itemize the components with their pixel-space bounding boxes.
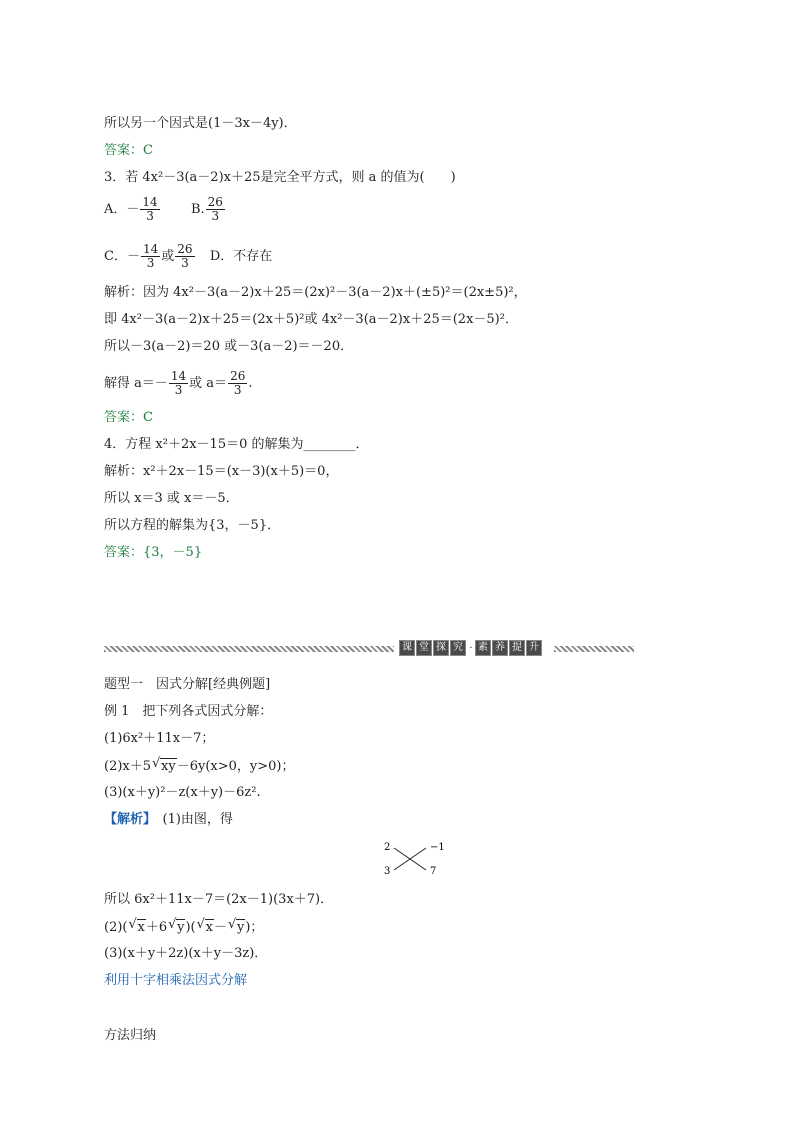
banner-char: 究	[450, 640, 466, 656]
example-part: (1)6x²＋11x－7；	[104, 731, 215, 746]
answer-line: 答案：C	[104, 143, 153, 158]
text: ＋6	[145, 920, 168, 935]
banner-char: 素	[475, 640, 491, 656]
sqrt-expression: √ xy	[160, 758, 177, 775]
sqrt-expression: √ y	[176, 919, 185, 936]
banner-char: 课	[399, 640, 415, 656]
banner-char: 升	[526, 640, 542, 656]
denominator: 3	[181, 256, 189, 270]
fraction	[175, 243, 194, 270]
option-a-label: A．－	[104, 202, 140, 217]
fraction	[141, 243, 160, 270]
text: －6y(x>0，y>0)；	[176, 759, 295, 774]
cross-bottom-left: 3	[384, 866, 391, 877]
sqrt-expression: √ x	[205, 919, 214, 936]
result-line: (3)(x＋y＋2z)(x＋y－3z)．	[104, 946, 268, 961]
text: (2)(	[104, 920, 128, 935]
numerator: 26	[230, 369, 246, 383]
solution-line	[104, 370, 252, 397]
method-summary-heading: 方法归纳	[104, 1028, 157, 1043]
solution-intro	[104, 812, 233, 828]
section-heading: 题型一 因式分解[经典例题]	[104, 677, 271, 692]
cross-multiplication-diagram	[380, 838, 450, 880]
banner-label	[399, 640, 543, 656]
cross-bottom-right: 7	[430, 866, 437, 877]
denominator: 3	[174, 383, 183, 397]
or-text: 或	[161, 249, 175, 264]
banner-char: 堂	[416, 640, 432, 656]
option-d-label: D．不存在	[209, 249, 273, 264]
banner-char: 探	[433, 640, 449, 656]
fraction	[169, 370, 188, 397]
section-banner	[104, 640, 634, 658]
denominator: 3	[233, 383, 242, 397]
example-title: 例 1 把下列各式因式分解：	[104, 704, 273, 719]
cross-top-right: −1	[430, 842, 445, 853]
text: .	[248, 376, 253, 391]
example-part	[104, 758, 294, 775]
example-part: (3)(x＋y)²－z(x＋y)－6z².	[104, 785, 261, 800]
cross-top-left: 2	[384, 842, 391, 853]
numerator: 26	[207, 195, 223, 209]
numerator: 14	[170, 369, 187, 383]
question-4: 4．方程 x²＋2x－15＝0 的解集为________．	[104, 437, 369, 452]
question-3-options-ab	[104, 196, 226, 223]
option-b-label: B.	[190, 202, 205, 217]
answer-line: 答案：C	[104, 410, 153, 425]
text: )；	[245, 920, 264, 935]
solution-line: 所以 x＝3 或 x＝－5．	[104, 491, 239, 506]
text: )(	[185, 920, 196, 935]
numerator: 26	[177, 242, 193, 256]
fraction	[228, 370, 247, 397]
solution-line: 所以－3(a－2)＝20 或－3(a－2)＝－20．	[104, 339, 354, 354]
solution-line: 即 4x²－3(a－2)x＋25＝(2x＋5)²或 4x²－3(a－2)x＋25＝(2x－5)²．	[104, 312, 518, 327]
option-c-label: C．－	[104, 249, 140, 264]
denominator: 3	[146, 256, 155, 270]
denominator: 3	[146, 209, 154, 223]
solution-label: 【解析】	[104, 812, 150, 827]
solution-line: 所以方程的解集为{3，－5}．	[104, 518, 281, 533]
text: －	[213, 920, 227, 935]
method-note: 利用十字相乘法因式分解	[104, 973, 248, 988]
banner-dot: ·	[469, 642, 473, 654]
solution-line: 解析：因为 4x²－3(a－2)x＋25＝(2x)²－3(a－2)x＋(±5)²＝(2x±5)²，	[104, 285, 527, 300]
denominator: 3	[211, 209, 220, 223]
banner-stripe-right	[554, 646, 634, 652]
banner-char: 提	[509, 640, 525, 656]
banner-stripe-left	[104, 646, 394, 652]
question-3: 3．若 4x²－3(a－2)x＋25是完全平方式，则 a 的值为( )	[104, 170, 456, 185]
answer-line: 答案：{3，－5}	[104, 545, 203, 560]
result-line	[104, 919, 263, 936]
fraction	[206, 196, 225, 223]
fraction	[140, 196, 159, 223]
question-3-options-cd	[104, 243, 272, 270]
text: (1)由图，得	[149, 812, 233, 827]
text: 解得 a＝－	[104, 376, 168, 391]
sqrt-expression: √ x	[137, 919, 146, 936]
banner-char: 养	[492, 640, 508, 656]
text: 或 a＝	[189, 376, 228, 391]
numerator: 14	[142, 242, 159, 256]
numerator: 14	[142, 195, 158, 209]
solution-line: 解析：x²＋2x－15＝(x－3)(x＋5)＝0，	[104, 464, 339, 479]
text: (2)x＋5	[104, 759, 152, 774]
sqrt-expression: √ y	[236, 919, 245, 936]
result-line: 所以 6x²＋11x－7＝(2x－1)(3x＋7)．	[104, 892, 334, 907]
solution-line: 所以另一个因式是(1－3x－4y)．	[104, 116, 297, 131]
